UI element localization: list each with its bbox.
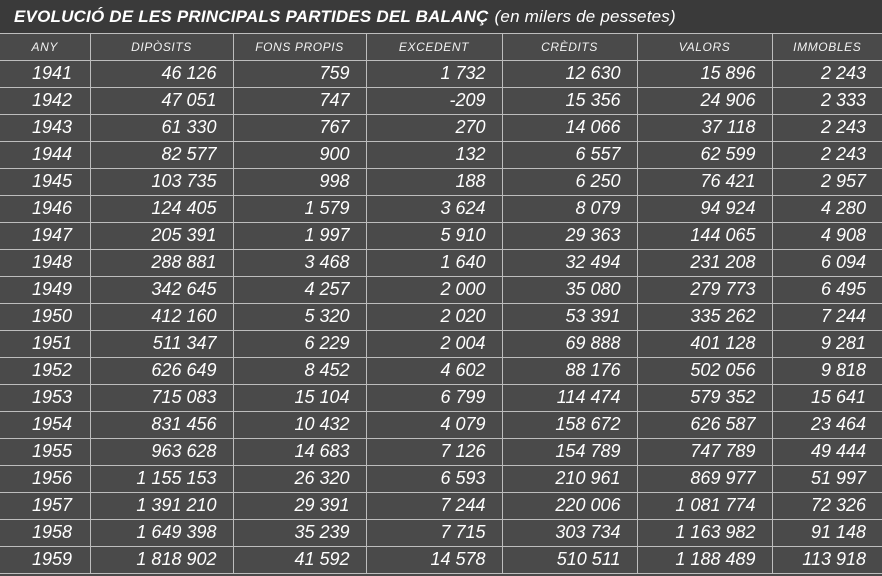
value-cell: 6 229 bbox=[233, 330, 366, 357]
year-cell: 1955 bbox=[0, 438, 90, 465]
value-cell: 869 977 bbox=[637, 465, 772, 492]
value-cell: 2 243 bbox=[772, 141, 882, 168]
value-cell: 32 494 bbox=[502, 249, 637, 276]
value-cell: 998 bbox=[233, 168, 366, 195]
value-cell: 510 511 bbox=[502, 546, 637, 573]
table-row bbox=[0, 465, 882, 492]
value-cell: 335 262 bbox=[637, 303, 772, 330]
value-cell: 61 330 bbox=[90, 114, 233, 141]
value-cell: 288 881 bbox=[90, 249, 233, 276]
value-cell: 132 bbox=[366, 141, 502, 168]
year-cell: 1941 bbox=[0, 60, 90, 87]
year-cell: 1951 bbox=[0, 330, 90, 357]
value-cell: 12 630 bbox=[502, 60, 637, 87]
value-cell: 6 250 bbox=[502, 168, 637, 195]
value-cell: 15 104 bbox=[233, 384, 366, 411]
table-row bbox=[0, 60, 882, 87]
value-cell: 1 188 489 bbox=[637, 546, 772, 573]
value-cell: 579 352 bbox=[637, 384, 772, 411]
value-cell: 1 649 398 bbox=[90, 519, 233, 546]
value-cell: 342 645 bbox=[90, 276, 233, 303]
value-cell: 88 176 bbox=[502, 357, 637, 384]
value-cell: 1 081 774 bbox=[637, 492, 772, 519]
value-cell: 502 056 bbox=[637, 357, 772, 384]
value-cell: 231 208 bbox=[637, 249, 772, 276]
column-header: FONS PROPIS bbox=[233, 34, 366, 60]
value-cell: 154 789 bbox=[502, 438, 637, 465]
value-cell: 76 421 bbox=[637, 168, 772, 195]
table-row bbox=[0, 411, 882, 438]
value-cell: 747 bbox=[233, 87, 366, 114]
year-cell: 1947 bbox=[0, 222, 90, 249]
year-cell: 1949 bbox=[0, 276, 90, 303]
value-cell: 37 118 bbox=[637, 114, 772, 141]
value-cell: 1 640 bbox=[366, 249, 502, 276]
value-cell: 35 080 bbox=[502, 276, 637, 303]
table-row bbox=[0, 384, 882, 411]
value-cell: 5 320 bbox=[233, 303, 366, 330]
value-cell: 47 051 bbox=[90, 87, 233, 114]
year-cell: 1954 bbox=[0, 411, 90, 438]
value-cell: 49 444 bbox=[772, 438, 882, 465]
value-cell: 2 020 bbox=[366, 303, 502, 330]
value-cell: 15 356 bbox=[502, 87, 637, 114]
value-cell: 51 997 bbox=[772, 465, 882, 492]
value-cell: 6 495 bbox=[772, 276, 882, 303]
value-cell: 14 066 bbox=[502, 114, 637, 141]
value-cell: 6 593 bbox=[366, 465, 502, 492]
value-cell: 4 908 bbox=[772, 222, 882, 249]
year-cell: 1958 bbox=[0, 519, 90, 546]
value-cell: 62 599 bbox=[637, 141, 772, 168]
value-cell: 15 896 bbox=[637, 60, 772, 87]
value-cell: 7 715 bbox=[366, 519, 502, 546]
value-cell: 7 126 bbox=[366, 438, 502, 465]
value-cell: 1 818 902 bbox=[90, 546, 233, 573]
value-cell: 2 333 bbox=[772, 87, 882, 114]
table-title bbox=[0, 0, 882, 34]
value-cell: 29 391 bbox=[233, 492, 366, 519]
value-cell: 831 456 bbox=[90, 411, 233, 438]
year-cell: 1950 bbox=[0, 303, 90, 330]
value-cell: 5 910 bbox=[366, 222, 502, 249]
year-cell: 1946 bbox=[0, 195, 90, 222]
value-cell: 900 bbox=[233, 141, 366, 168]
value-cell: 401 128 bbox=[637, 330, 772, 357]
value-cell: 10 432 bbox=[233, 411, 366, 438]
table-row bbox=[0, 87, 882, 114]
table-row bbox=[0, 195, 882, 222]
table-row bbox=[0, 546, 882, 573]
value-cell: 6 799 bbox=[366, 384, 502, 411]
value-cell: 82 577 bbox=[90, 141, 233, 168]
value-cell: 188 bbox=[366, 168, 502, 195]
value-cell: 23 464 bbox=[772, 411, 882, 438]
table-row bbox=[0, 519, 882, 546]
value-cell: 53 391 bbox=[502, 303, 637, 330]
value-cell: 626 587 bbox=[637, 411, 772, 438]
title-main: EVOLUCIÓ DE LES PRINCIPALS PARTIDES DEL BALANÇ bbox=[14, 6, 489, 26]
table-row bbox=[0, 303, 882, 330]
table-row bbox=[0, 114, 882, 141]
column-header: EXCEDENT bbox=[366, 34, 502, 60]
value-cell: 270 bbox=[366, 114, 502, 141]
balance-table bbox=[0, 34, 882, 574]
value-cell: 124 405 bbox=[90, 195, 233, 222]
year-cell: 1945 bbox=[0, 168, 90, 195]
value-cell: 113 918 bbox=[772, 546, 882, 573]
value-cell: 35 239 bbox=[233, 519, 366, 546]
table-row bbox=[0, 276, 882, 303]
value-cell: 4 079 bbox=[366, 411, 502, 438]
column-header: IMMOBLES bbox=[772, 34, 882, 60]
year-cell: 1944 bbox=[0, 141, 90, 168]
value-cell: 1 155 153 bbox=[90, 465, 233, 492]
value-cell: 4 602 bbox=[366, 357, 502, 384]
column-header: CRÈDITS bbox=[502, 34, 637, 60]
value-cell: 41 592 bbox=[233, 546, 366, 573]
table-row bbox=[0, 357, 882, 384]
value-cell: 46 126 bbox=[90, 60, 233, 87]
value-cell: 144 065 bbox=[637, 222, 772, 249]
year-cell: 1942 bbox=[0, 87, 90, 114]
value-cell: 7 244 bbox=[772, 303, 882, 330]
value-cell: 24 906 bbox=[637, 87, 772, 114]
value-cell: 14 683 bbox=[233, 438, 366, 465]
table-row bbox=[0, 330, 882, 357]
value-cell: 103 735 bbox=[90, 168, 233, 195]
value-cell: 205 391 bbox=[90, 222, 233, 249]
column-header: ANY bbox=[0, 34, 90, 60]
table-body bbox=[0, 60, 882, 573]
value-cell: 3 624 bbox=[366, 195, 502, 222]
value-cell: 2 004 bbox=[366, 330, 502, 357]
year-cell: 1943 bbox=[0, 114, 90, 141]
year-cell: 1956 bbox=[0, 465, 90, 492]
value-cell: 29 363 bbox=[502, 222, 637, 249]
value-cell: 9 281 bbox=[772, 330, 882, 357]
column-header: DIPÒSITS bbox=[90, 34, 233, 60]
value-cell: 8 079 bbox=[502, 195, 637, 222]
value-cell: 15 641 bbox=[772, 384, 882, 411]
value-cell: 511 347 bbox=[90, 330, 233, 357]
value-cell: 7 244 bbox=[366, 492, 502, 519]
table-row bbox=[0, 438, 882, 465]
value-cell: 2 243 bbox=[772, 114, 882, 141]
value-cell: 1 163 982 bbox=[637, 519, 772, 546]
value-cell: 26 320 bbox=[233, 465, 366, 492]
value-cell: 94 924 bbox=[637, 195, 772, 222]
value-cell: 6 557 bbox=[502, 141, 637, 168]
year-cell: 1957 bbox=[0, 492, 90, 519]
value-cell: 715 083 bbox=[90, 384, 233, 411]
value-cell: 2 000 bbox=[366, 276, 502, 303]
value-cell: 963 628 bbox=[90, 438, 233, 465]
value-cell: 626 649 bbox=[90, 357, 233, 384]
value-cell: 4 280 bbox=[772, 195, 882, 222]
value-cell: 210 961 bbox=[502, 465, 637, 492]
value-cell: 8 452 bbox=[233, 357, 366, 384]
value-cell: 759 bbox=[233, 60, 366, 87]
table-row bbox=[0, 492, 882, 519]
year-cell: 1953 bbox=[0, 384, 90, 411]
value-cell: 767 bbox=[233, 114, 366, 141]
value-cell: 9 818 bbox=[772, 357, 882, 384]
table-row bbox=[0, 249, 882, 276]
value-cell: 1 391 210 bbox=[90, 492, 233, 519]
value-cell: 69 888 bbox=[502, 330, 637, 357]
value-cell: 279 773 bbox=[637, 276, 772, 303]
table-row bbox=[0, 222, 882, 249]
value-cell: 3 468 bbox=[233, 249, 366, 276]
header-row bbox=[0, 34, 882, 60]
value-cell: 158 672 bbox=[502, 411, 637, 438]
value-cell: 747 789 bbox=[637, 438, 772, 465]
value-cell: 114 474 bbox=[502, 384, 637, 411]
table-row bbox=[0, 168, 882, 195]
value-cell: 72 326 bbox=[772, 492, 882, 519]
value-cell: 2 957 bbox=[772, 168, 882, 195]
value-cell: 6 094 bbox=[772, 249, 882, 276]
value-cell: 2 243 bbox=[772, 60, 882, 87]
value-cell: 412 160 bbox=[90, 303, 233, 330]
year-cell: 1959 bbox=[0, 546, 90, 573]
value-cell: 1 732 bbox=[366, 60, 502, 87]
value-cell: 14 578 bbox=[366, 546, 502, 573]
table-row bbox=[0, 141, 882, 168]
value-cell: 1 997 bbox=[233, 222, 366, 249]
year-cell: 1948 bbox=[0, 249, 90, 276]
value-cell: 91 148 bbox=[772, 519, 882, 546]
value-cell: 1 579 bbox=[233, 195, 366, 222]
year-cell: 1952 bbox=[0, 357, 90, 384]
value-cell: 220 006 bbox=[502, 492, 637, 519]
value-cell: 303 734 bbox=[502, 519, 637, 546]
value-cell: 4 257 bbox=[233, 276, 366, 303]
title-unit: (en milers de pessetes) bbox=[494, 6, 676, 26]
column-header: VALORS bbox=[637, 34, 772, 60]
value-cell: -209 bbox=[366, 87, 502, 114]
